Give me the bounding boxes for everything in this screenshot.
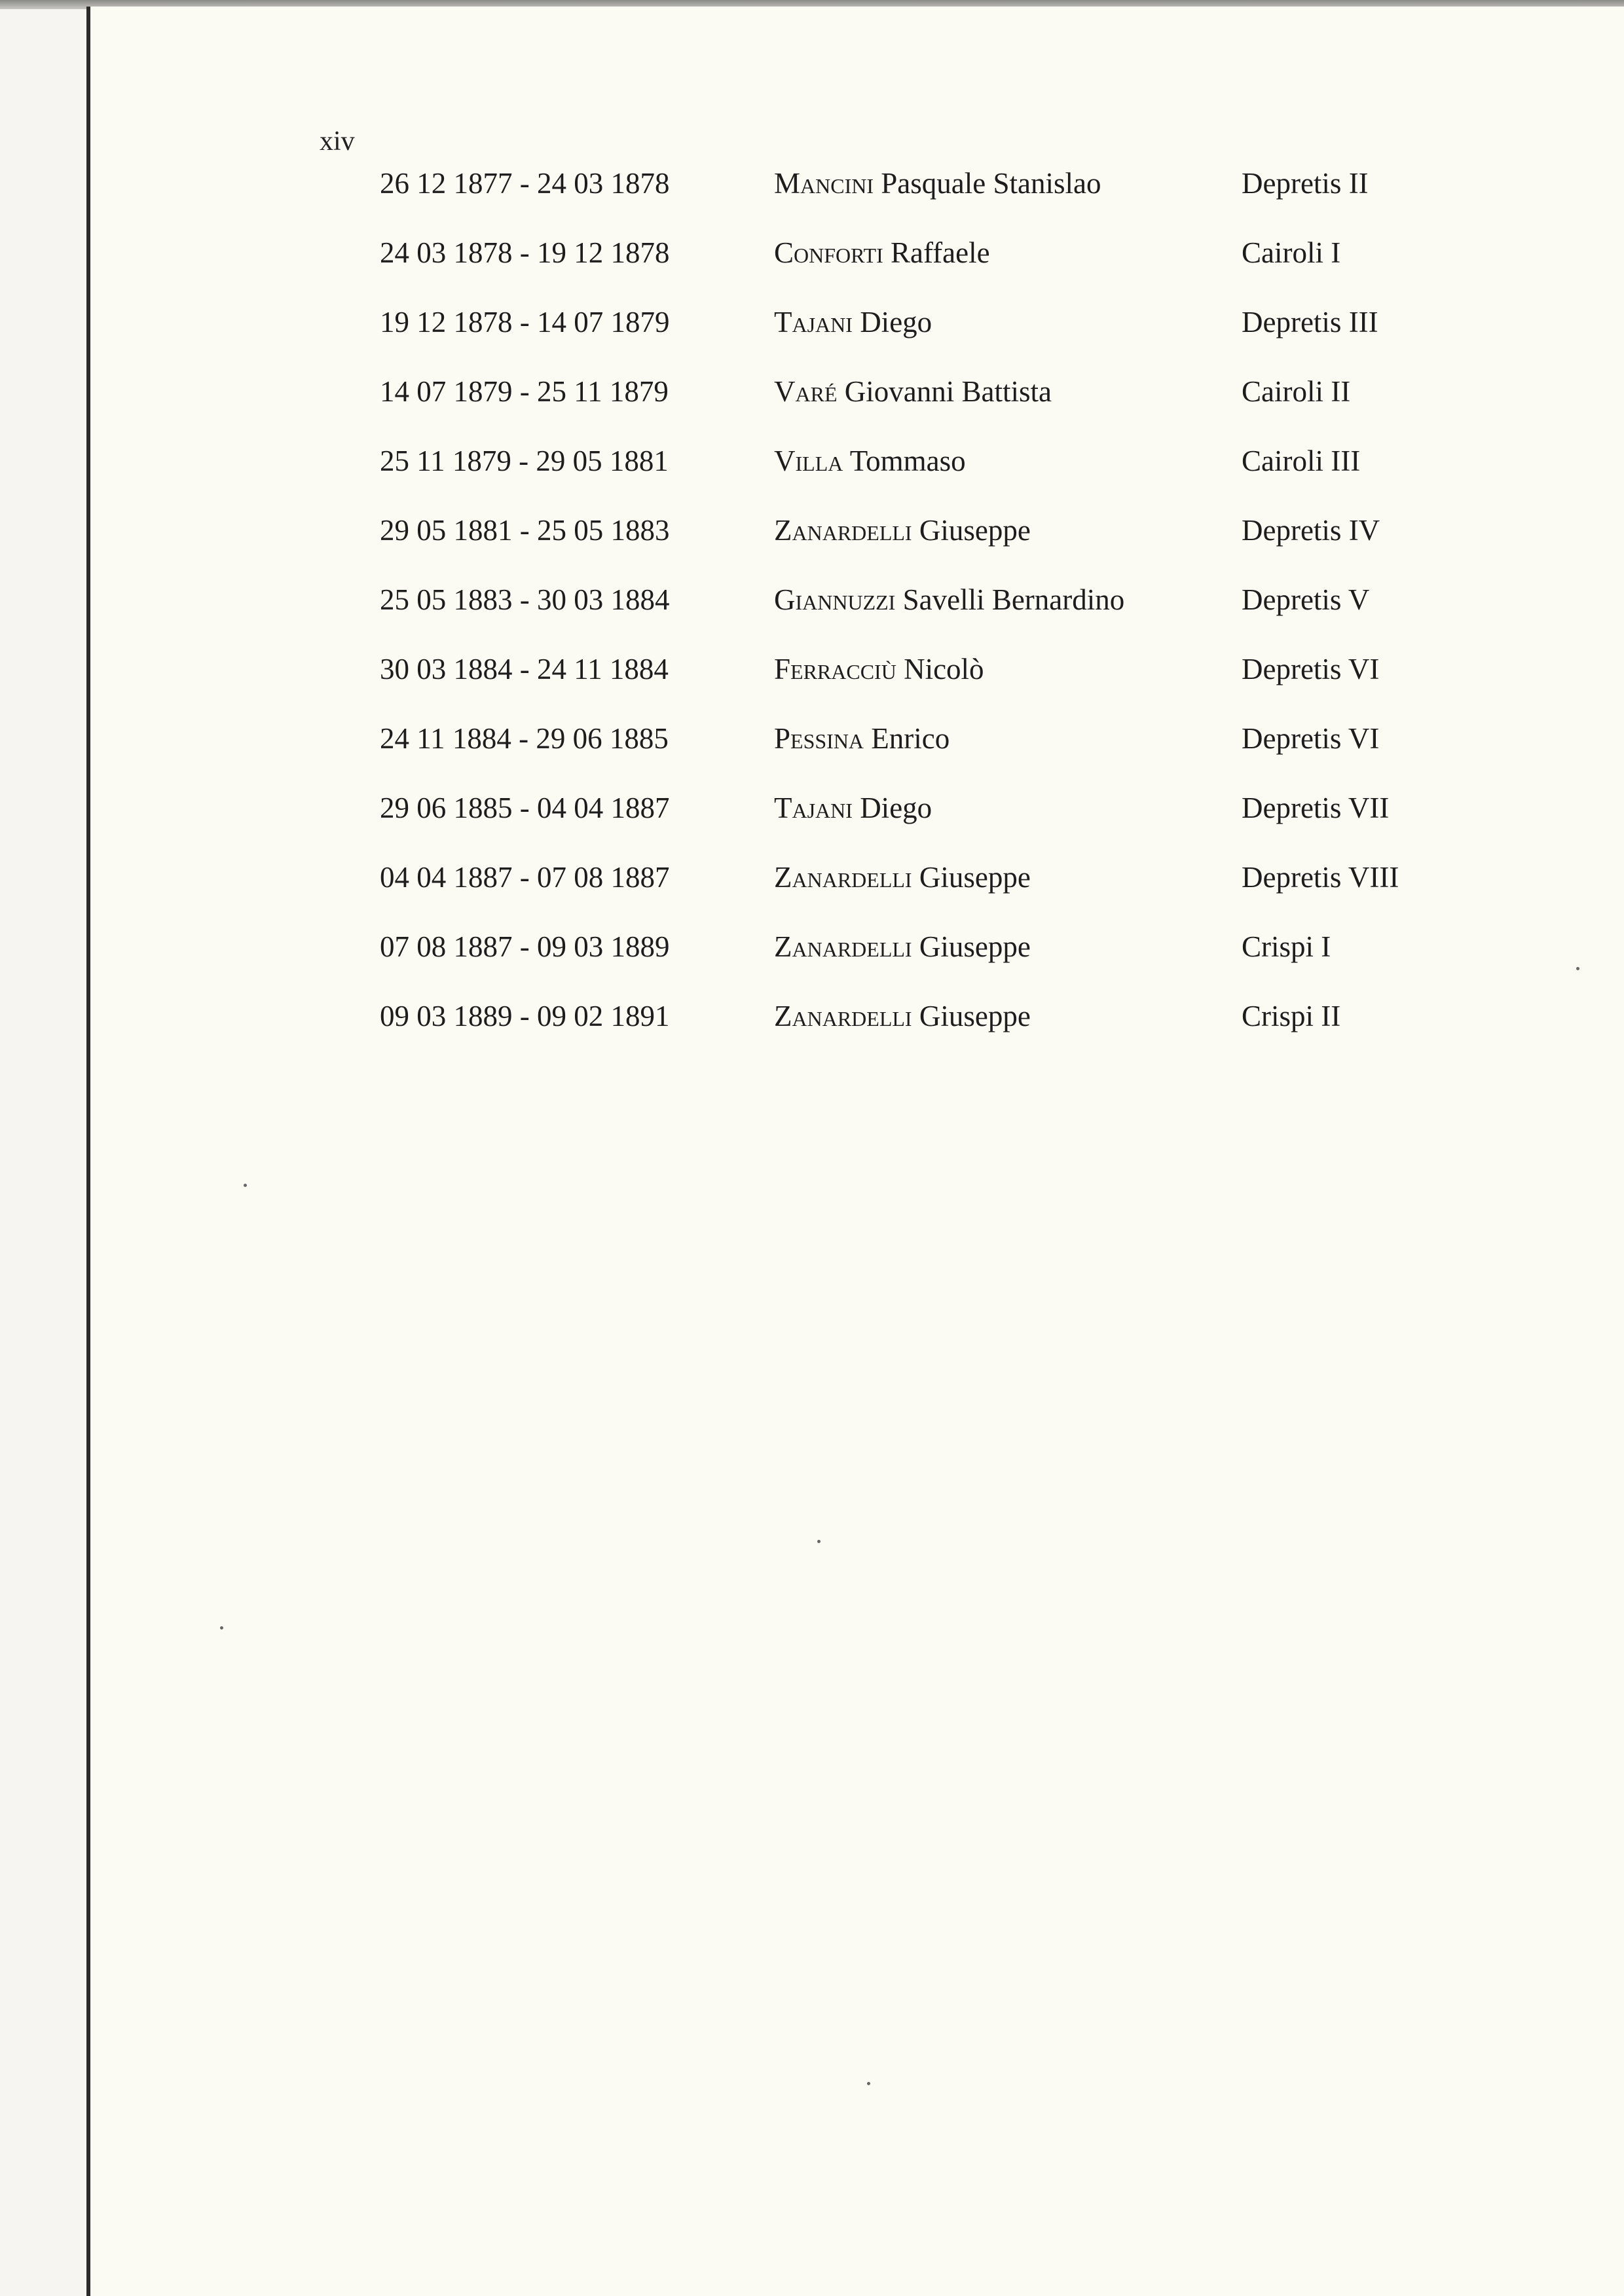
register-row: [380, 719, 1493, 788]
term-dates: 29 06 1885 - 04 04 1887: [380, 792, 670, 824]
cabinet-name: Crispi I: [1242, 930, 1331, 963]
ministers-register: [380, 164, 1493, 1066]
term-dates: 04 04 1887 - 07 08 1887: [380, 861, 670, 894]
minister-given-name: Nicolò: [904, 653, 984, 685]
minister-name: [774, 169, 1101, 198]
register-row: [380, 302, 1493, 372]
page-number: xiv: [320, 126, 355, 156]
scan-speck: [220, 1626, 223, 1630]
term-dates: 30 03 1884 - 24 11 1884: [380, 653, 669, 685]
term-dates: 26 12 1877 - 24 03 1878: [380, 167, 670, 200]
minister-surname: Villa: [774, 445, 843, 477]
register-row: [380, 511, 1493, 580]
scan-speck: [817, 1540, 821, 1543]
minister-given-name: Tommaso: [849, 445, 966, 477]
cabinet-name: Depretis III: [1242, 306, 1378, 338]
minister-given-name: Savelli Bernardino: [902, 583, 1125, 616]
scan-speck: [244, 1184, 247, 1187]
minister-given-name: Giovanni Battista: [844, 375, 1052, 408]
term-dates: 24 03 1878 - 19 12 1878: [380, 236, 670, 269]
minister-name: [774, 793, 932, 823]
minister-surname: Giannuzzi: [774, 583, 896, 616]
cabinet-name: Depretis VI: [1242, 722, 1380, 755]
minister-surname: Varé: [774, 375, 838, 408]
cabinet-name: Depretis IV: [1242, 514, 1380, 547]
register-row: [380, 927, 1493, 996]
minister-name: [774, 585, 1124, 615]
minister-surname: Tajani: [774, 306, 853, 338]
minister-name: [774, 377, 1052, 407]
term-dates: 25 11 1879 - 29 05 1881: [380, 445, 669, 477]
minister-surname: Zanardelli: [774, 930, 912, 963]
minister-name: [774, 655, 984, 684]
minister-given-name: Enrico: [871, 722, 950, 755]
minister-name: [774, 724, 950, 754]
cabinet-name: Depretis VI: [1242, 653, 1380, 685]
term-dates: 09 03 1889 - 09 02 1891: [380, 1000, 670, 1032]
minister-surname: Pessina: [774, 722, 864, 755]
minister-surname: Zanardelli: [774, 861, 912, 894]
register-row: [380, 580, 1493, 649]
register-row: [380, 441, 1493, 511]
minister-name: [774, 446, 966, 476]
minister-surname: Mancini: [774, 167, 874, 200]
minister-name: [774, 238, 990, 268]
scan-margin: [0, 0, 86, 2296]
register-row: [380, 649, 1493, 719]
cabinet-name: Crispi II: [1242, 1000, 1341, 1032]
minister-surname: Zanardelli: [774, 514, 912, 547]
minister-name: [774, 308, 932, 337]
cabinet-name: Cairoli II: [1242, 375, 1351, 408]
register-row: [380, 996, 1493, 1066]
register-row: [380, 788, 1493, 858]
term-dates: 29 05 1881 - 25 05 1883: [380, 514, 670, 547]
cabinet-name: Depretis VIII: [1242, 861, 1399, 894]
minister-name: [774, 1002, 1031, 1031]
minister-surname: Tajani: [774, 792, 853, 824]
minister-name: [774, 516, 1031, 545]
cabinet-name: Cairoli III: [1242, 445, 1361, 477]
minister-given-name: Raffaele: [891, 236, 990, 269]
term-dates: 19 12 1878 - 14 07 1879: [380, 306, 670, 338]
term-dates: 07 08 1887 - 09 03 1889: [380, 930, 670, 963]
minister-given-name: Diego: [860, 306, 932, 338]
minister-surname: Zanardelli: [774, 1000, 912, 1032]
term-dates: 24 11 1884 - 29 06 1885: [380, 722, 669, 755]
term-dates: 25 05 1883 - 30 03 1884: [380, 583, 670, 616]
minister-surname: Conforti: [774, 236, 883, 269]
minister-given-name: Giuseppe: [919, 930, 1031, 963]
cabinet-name: Depretis II: [1242, 167, 1369, 200]
minister-given-name: Pasquale Stanislao: [881, 167, 1101, 200]
cabinet-name: Depretis VII: [1242, 792, 1390, 824]
minister-surname: Ferracciù: [774, 653, 896, 685]
term-dates: 14 07 1879 - 25 11 1879: [380, 375, 669, 408]
minister-given-name: Giuseppe: [919, 514, 1031, 547]
cabinet-name: Cairoli I: [1242, 236, 1341, 269]
minister-given-name: Diego: [860, 792, 932, 824]
scan-speck: [867, 2082, 870, 2085]
cabinet-name: Depretis V: [1242, 583, 1370, 616]
minister-name: [774, 863, 1031, 892]
minister-given-name: Giuseppe: [919, 1000, 1031, 1032]
register-row: [380, 164, 1493, 233]
minister-name: [774, 932, 1031, 962]
register-row: [380, 233, 1493, 302]
minister-given-name: Giuseppe: [919, 861, 1031, 894]
scan-speck: [1576, 967, 1579, 970]
register-row: [380, 372, 1493, 441]
register-row: [380, 858, 1493, 927]
